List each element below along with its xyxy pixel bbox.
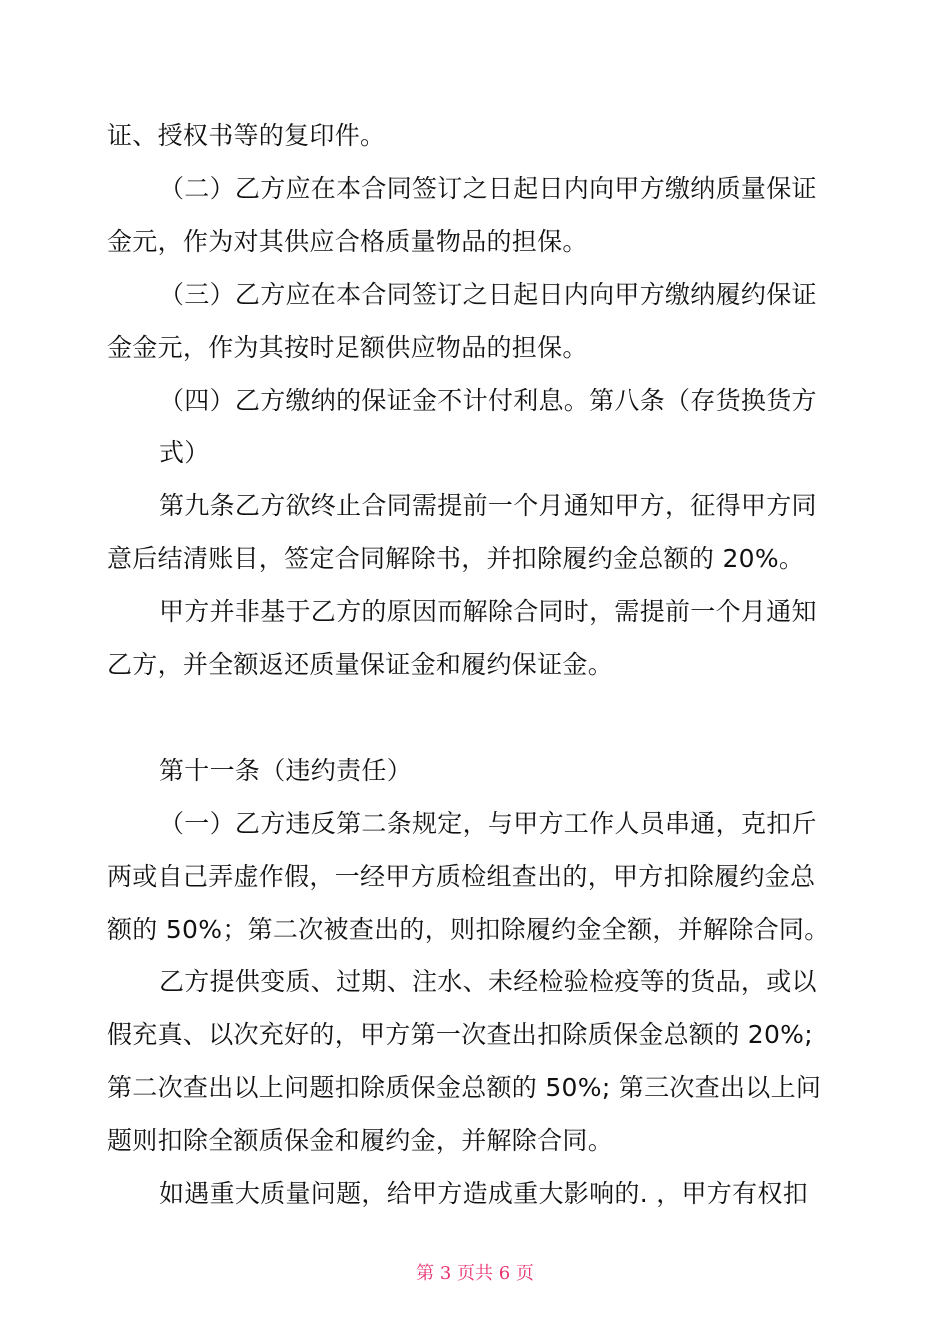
text-line: （三）乙方应在本合同签订之日起日内向甲方缴纳履约保证 — [159, 280, 817, 309]
text-line: 式） — [159, 438, 210, 467]
text-line: （二）乙方应在本合同签订之日起日内向甲方缴纳质量保证 — [159, 174, 817, 203]
text-line: （四）乙方缴纳的保证金不计付利息。第八条（存货换货方 — [159, 386, 817, 415]
text-line: 意后结清账目，签定合同解除书，并扣除履约金总额的 20%。 — [107, 544, 805, 573]
text-line: 证、授权书等的复印件。 — [107, 121, 386, 150]
text-line: 额的 50%；第二次被查出的，则扣除履约金全额，并解除合同。 — [107, 915, 830, 944]
page-number-footer: 第 3 页共 6 页 — [416, 1263, 534, 1284]
text-line: 假充真、以次充好的，甲方第一次查出扣除质保金总额的 20%; — [107, 1020, 813, 1049]
text-line: 乙方提供变质、过期、注水、未经检验检疫等的货品，或以 — [159, 967, 817, 996]
text-line: 第二次查出以上问题扣除质保金总额的 50%; 第三次查出以上问 — [107, 1073, 822, 1102]
text-line: 金元，作为对其供应合格质量物品的担保。 — [107, 227, 588, 256]
text-line: 第九条乙方欲终止合同需提前一个月通知甲方，征得甲方同 — [159, 491, 817, 520]
text-line: 如遇重大质量问题，给甲方造成重大影响的. ，甲方有权扣 — [159, 1179, 808, 1208]
text-line: 题则扣除全额质保金和履约金，并解除合同。 — [107, 1126, 614, 1155]
section-heading: 第十一条（违约责任） — [159, 756, 413, 785]
text-line: 两或自己弄虚作假，一经甲方质检组查出的，甲方扣除履约金总 — [107, 862, 816, 891]
text-line: 金金元，作为其按时足额供应物品的担保。 — [107, 333, 588, 362]
text-line: 乙方，并全额返还质量保证金和履约保证金。 — [107, 650, 614, 679]
text-line: 甲方并非基于乙方的原因而解除合同时，需提前一个月通知 — [159, 597, 817, 626]
text-line: （一）乙方违反第二条规定，与甲方工作人员串通，克扣斤 — [159, 809, 817, 838]
